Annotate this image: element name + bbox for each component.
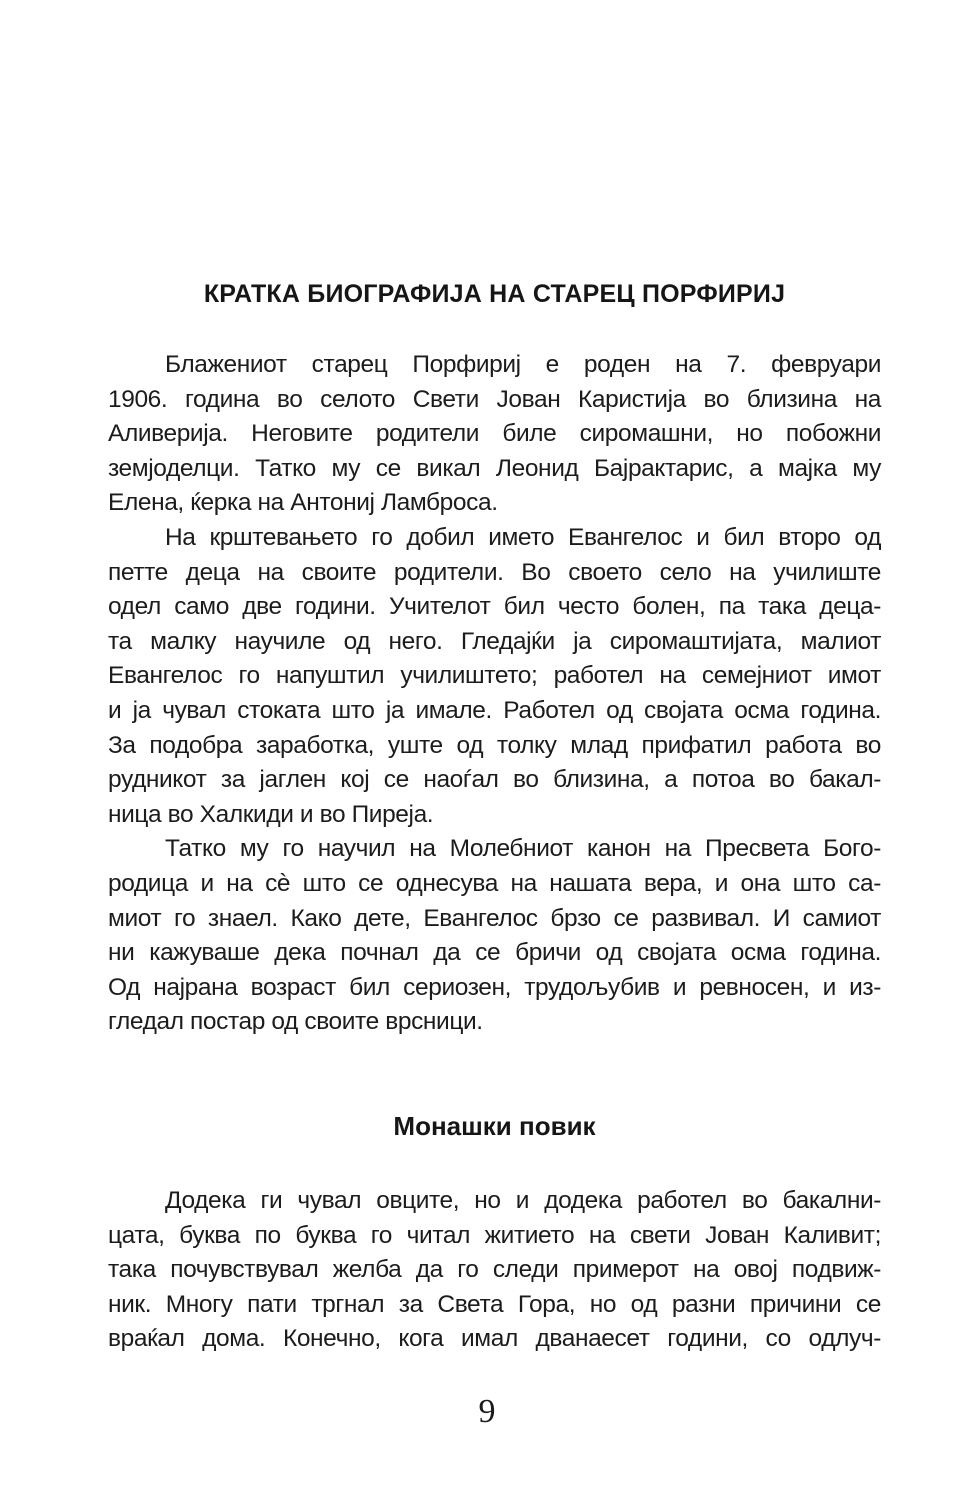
paragraph [108,521,881,832]
section-heading: Монашки повик [393,1111,596,1141]
text-line: За подобра заработка, уште од толку млад прифатил работа во [108,731,881,759]
text-line: родица и на сѐ што се однесува на нашата вера, и она што са- [108,869,881,897]
text-line: ница во Халкиди и во Пиреја. [108,800,434,828]
text-line: Аливерија. Неговите родители биле сиромашни, но побожни [108,420,881,448]
page-number: 9 [478,1393,496,1430]
section-text [108,1184,881,1357]
paragraph [108,832,881,1040]
text-line: 1906. година во селото Свети Јован Каристија во близина на [108,385,881,413]
paragraph [108,348,881,521]
text-line: Евангелос го напуштил училиштето; работел на семејниот имот [108,662,881,690]
text-line: Блажениот старец Порфириј е роден на 7. февруари [165,351,881,378]
text-line: одел само две години. Учителот бил често болен, па така деца- [108,593,881,621]
text-line: и ја чувал стоката што ја имале. Работел од својата осма година. [108,696,881,724]
text-line: ни кажуваше дека почнал да се бричи од својата осма година. [108,939,881,967]
text-line: петте деца на своите родители. Во своето село на училиште [108,558,881,586]
text-line: та малку научиле од него. Гледајќи ја сиромаштијата, малиот [108,627,881,655]
text-line: ник. Многу пати тргнал за Света Гора, но од разни причини се [108,1290,881,1318]
text-line: враќал дома. Конечно, кога имал дванаесет години, со одлуч- [108,1325,881,1353]
text-line: Додека ги чувал овците, но и додека работел во бакални- [165,1187,881,1214]
text-line: цата, буква по буква го читал житието на свети Јован Каливит; [108,1221,881,1249]
text-line: Од најрана возраст бил сериозен, трудољубив и ревносен, и из- [108,973,881,1001]
text-line: така почувствувал желба да го следи примерот на овој подвиж- [108,1256,881,1284]
paragraph [108,1184,881,1357]
text-line: миот го знаел. Како дете, Евангелос брзо се развивал. И самиот [108,904,881,932]
text-line: рудникот за јаглен кој се наоѓал во близина, а потоа во бакал- [108,766,881,794]
biography-text [108,348,881,1040]
text-line: На крштевањето го добил името Евангелос и бил второ од [165,523,881,551]
text-line: земјоделци. Татко му се викал Леонид Бајрактарис, а мајка му [108,454,881,482]
text-line: гледал постар од своите врсници. [108,1008,483,1036]
text-line: Елена, ќерка на Антониј Ламброса. [108,489,498,517]
chapter-title: КРАТКА БИОГРАФИЈА НА СТАРЕЦ ПОРФИРИЈ [203,280,786,308]
text-line: Татко му го научил на Молебниот канон на Пресвета Бого- [165,835,881,863]
